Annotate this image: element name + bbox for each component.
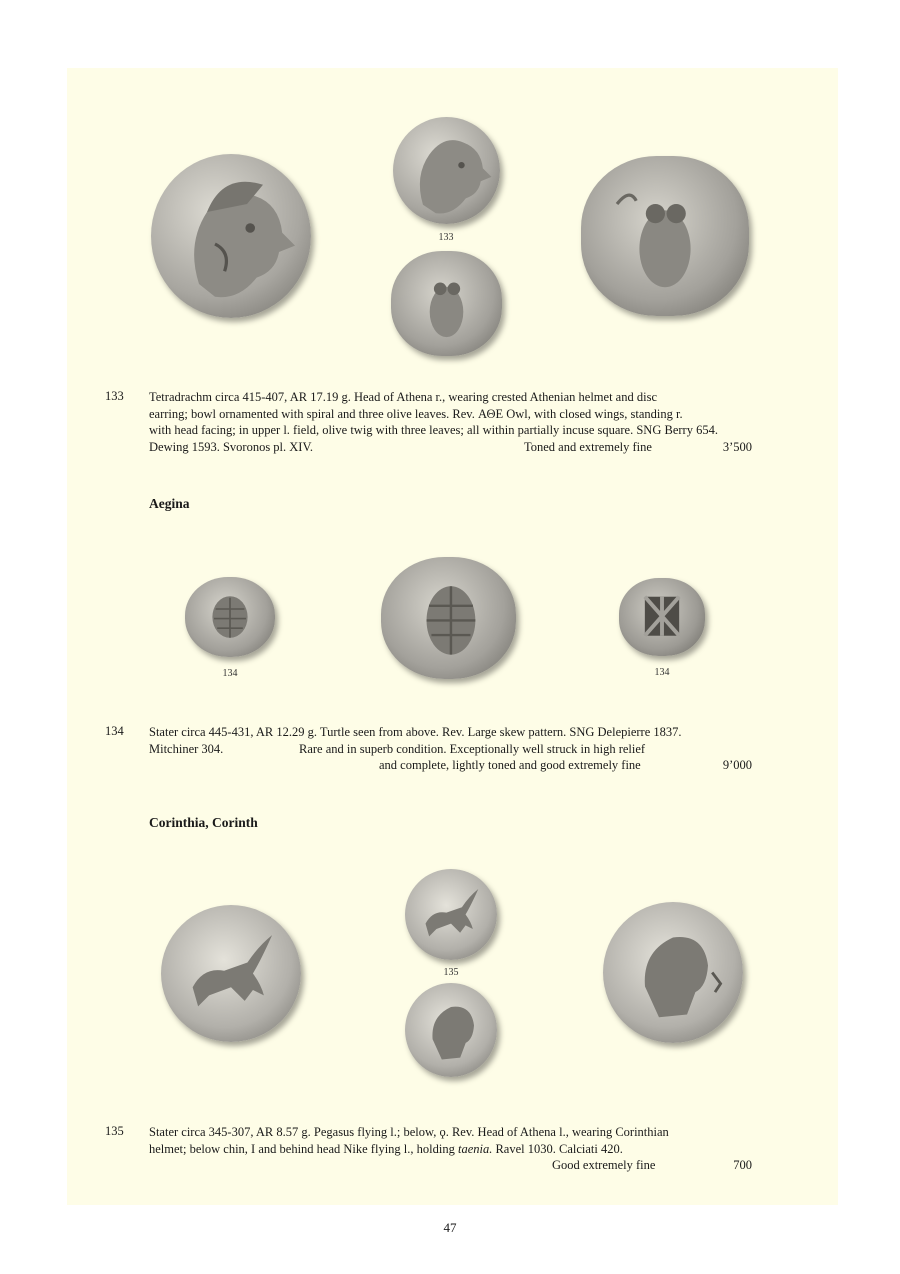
coin-135-obverse-large [161,905,301,1042]
lot-133-line-2: earring; bowl ornamented with spiral and three olive leaves. Rev. ΑΘΕ Owl, with closed wings, standing r. [149,406,683,421]
lot-133-estimate: 3’500 [722,439,752,454]
athena-corinthian-icon [603,902,743,1043]
coin-label-134-right: 134 [654,667,670,678]
lot-135-line-2b: Ravel 1030. Calciati 420. [492,1141,623,1156]
coin-134-reverse [619,578,705,656]
lot-134-references: Mitchiner 304. [149,741,224,756]
coin-label-135: 135 [443,967,459,978]
owl-icon [391,251,502,356]
lot-133-references: Dewing 1593. Svoronos pl. XIV. [149,439,314,454]
lot-number-134: 134 [105,724,124,738]
lot-135-line-2 [149,1141,623,1158]
lot-134-grade: and complete, lightly toned and good extremely fine [379,758,641,772]
lot-135-estimate: 700 [733,1158,752,1172]
lot-135-taenia: taenia. [457,1141,493,1156]
pegasus-icon [161,905,301,1042]
coin-133-reverse-small [391,251,502,356]
coin-135-obverse-small [405,869,497,960]
turtle-icon [381,557,516,679]
lot-number-133: 133 [105,389,124,403]
lot-135-grade: Good extremely fine [552,1158,656,1172]
coin-133-reverse-large [581,156,749,316]
incuse-square-icon [619,578,705,656]
lot-135-line-2a: helmet; below chin, I and behind head Nike flying l., holding [149,1141,458,1156]
coin-135-reverse-large [603,902,743,1043]
coin-133-obverse-large [151,154,311,318]
coin-133-obverse-small [393,117,500,224]
lot-135-line-1: Stater circa 345-307, AR 8.57 g. Pegasus flying l.; below, ϙ. Rev. Head of Athena l., wearing Corinthian [149,1125,669,1139]
section-heading-aegina: Aegina [149,496,190,511]
pegasus-icon [405,869,497,960]
lot-number-135: 135 [105,1124,124,1138]
coin-134-obverse-large [381,557,516,679]
coin-label-134-left: 134 [222,668,238,679]
athena-head-icon [393,117,500,224]
turtle-icon [185,577,275,657]
lot-134-rarity: Rare and in superb condition. Exceptionally well struck in high relief [299,741,646,756]
coin-135-reverse-small [405,983,497,1077]
athena-head-icon [151,154,311,318]
lot-description-133 [149,389,752,455]
section-heading-corinth: Corinthia, Corinth [149,815,258,830]
owl-icon [581,156,749,316]
coin-134-obverse-small [185,577,275,657]
coin-label-133: 133 [438,232,454,243]
lot-133-grade: Toned and extremely fine [524,439,652,454]
lot-description-134 [149,724,752,774]
page-number: 47 [443,1220,457,1235]
lot-134-line-1: Stater circa 445-431, AR 12.29 g. Turtle seen from above. Rev. Large skew pattern. SNG Delepierre 1837. [149,725,682,739]
lot-134-estimate: 9’000 [722,758,752,772]
lot-133-line-1: Tetradrachm circa 415-407, AR 17.19 g. Head of Athena r., wearing crested Athenian helmet and disc [149,390,657,404]
lot-133-line-3: with head facing; in upper l. field, olive twig with three leaves; all within partially incuse square. SNG Berry 654. [149,423,718,437]
athena-corinthian-icon [405,983,497,1077]
lot-description-135 [149,1124,752,1174]
